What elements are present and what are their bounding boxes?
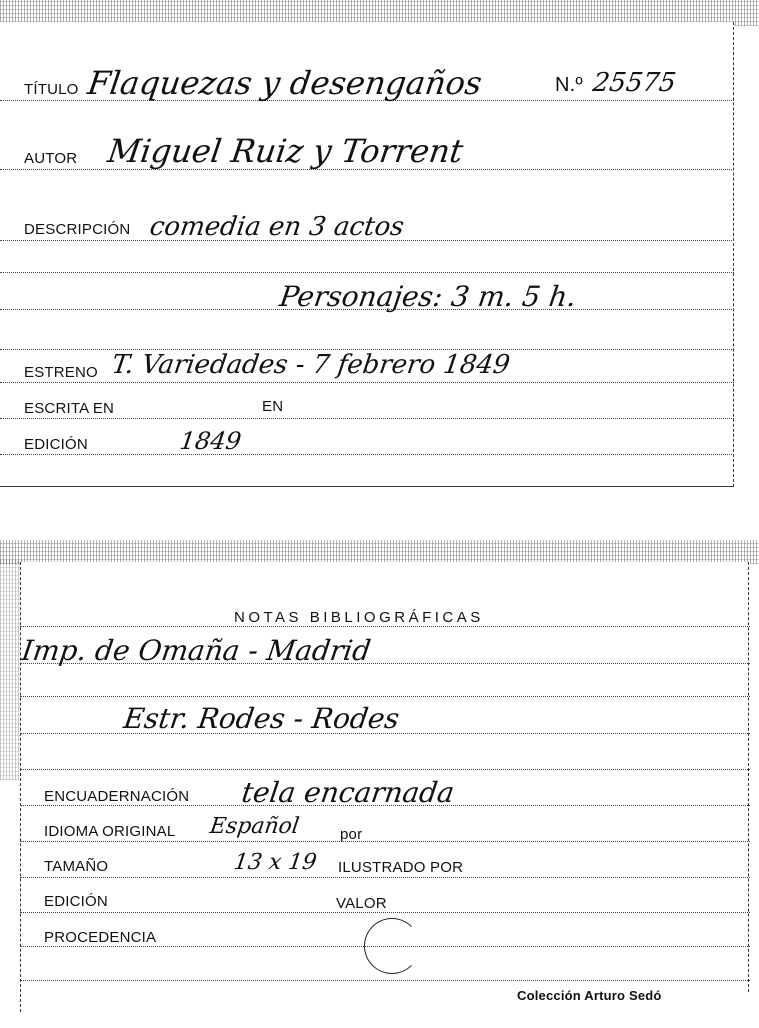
estreno-label: ESTRENO [24,364,98,381]
autor-label: AUTOR [24,150,78,167]
titulo-label: TÍTULO [24,81,79,98]
card2-left-border-texture [0,560,22,780]
stamp-circle-mark [364,918,420,974]
card2-left-edge [20,562,21,1012]
number-prefix: N.º [555,74,583,96]
imprenta-value: Imp. de Omaña - Madrid [19,634,373,667]
card2-top-border-texture [0,540,759,564]
card1-rule [0,272,734,273]
card2-rule [20,841,750,842]
edicion-label: EDICIÓN [24,436,88,453]
card2-rule [20,769,750,770]
estreno-value: T. Variedades - 7 febrero 1849 [109,350,512,380]
encuadernacion-value: tela encarnada [239,776,457,809]
tamano-label: TAMAÑO [44,858,109,875]
autor-value: Miguel Ruiz y Torrent [105,132,466,170]
card2-rule [20,626,750,627]
en-label: EN [262,398,284,415]
card1-rule [0,382,734,383]
tamano-value: 13 x 19 [232,850,319,875]
idioma-value: Español [208,814,301,839]
card2-rule [20,912,750,913]
establecimiento-value: Estr. Rodes - Rodes [121,702,402,735]
por-label: por [340,826,363,843]
encuadernacion-label: ENCUADERNACIÓN [44,788,190,805]
idioma-original-label: IDIOMA ORIGINAL [44,823,176,840]
edicion-value: 1849 [178,427,244,455]
card1-rule [0,454,734,455]
valor-label: VALOR [336,895,387,912]
descripcion-value: comedia en 3 actos [147,212,406,242]
escrita-en-label: ESCRITA EN [24,400,115,417]
personajes-value: Personajes: 3 m. 5 h. [277,280,579,313]
card2-rule [20,980,750,981]
card1-rule [0,418,734,419]
procedencia-label: PROCEDENCIA [44,929,157,946]
notas-heading: NOTAS BIBLIOGRÁFICAS [234,609,484,626]
descripcion-label: DESCRIPCIÓN [24,221,131,238]
card2-rule [20,696,750,697]
catalog-card-2 [20,562,750,1012]
card2-rule [20,877,750,878]
ilustrado-por-label: ILUSTRADO POR [338,859,464,876]
catalog-card-1 [0,22,734,490]
titulo-value: Flaquezas y desengaños [85,64,485,102]
edicion-label-2: EDICIÓN [44,893,108,910]
card1-bottom-rule [0,486,734,487]
collection-footer: Colección Arturo Sedó [517,988,662,1003]
catalog-number: 25575 [590,68,678,98]
